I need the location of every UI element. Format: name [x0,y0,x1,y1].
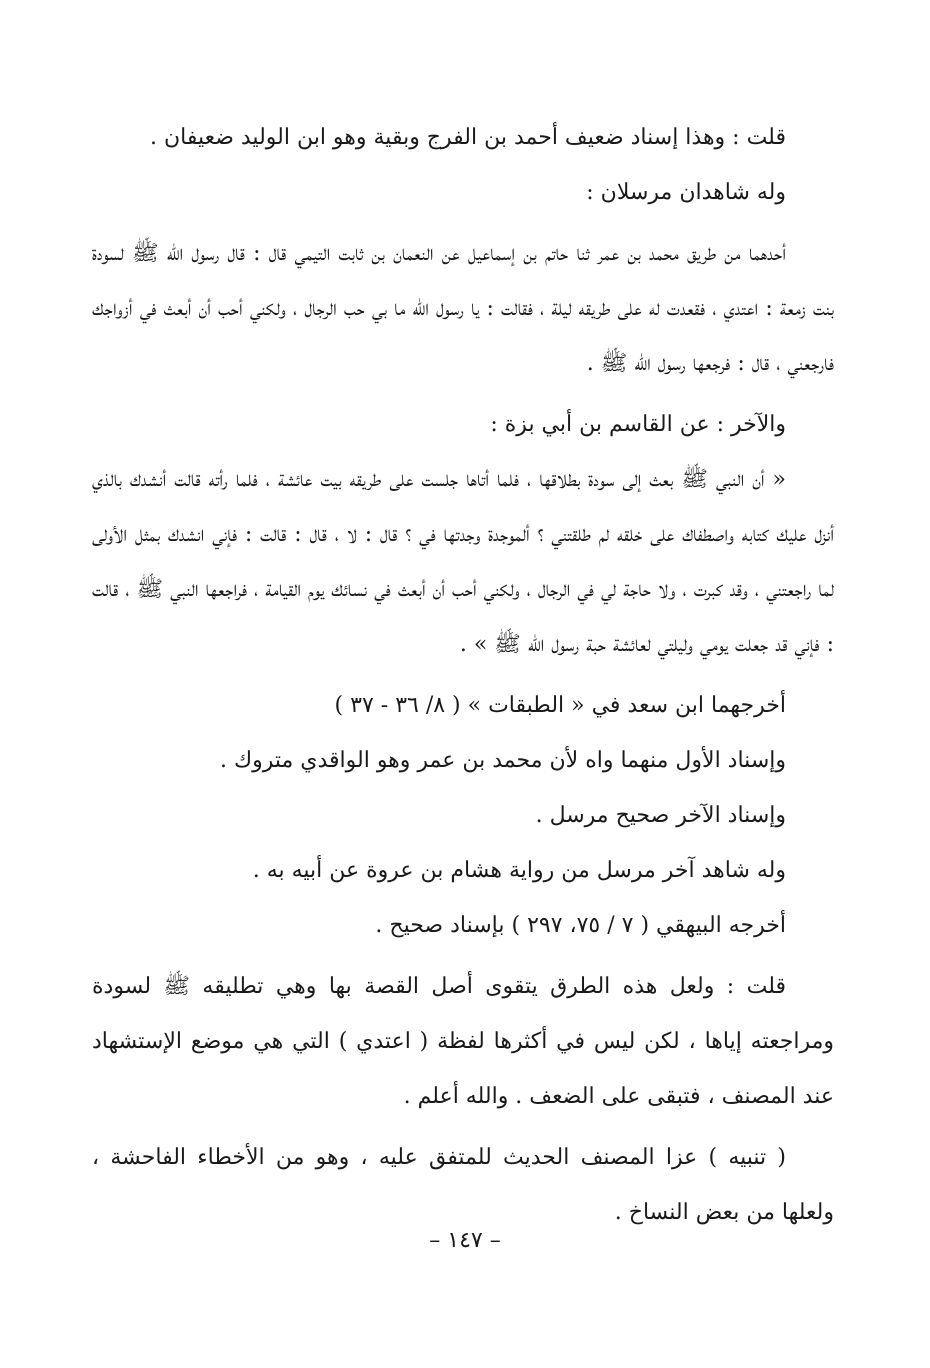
paragraph-verdict: قلت : وهذا إسناد ضعيف أحمد بن الفرج وبقية وهو ابن الوليد ضعيفان . [149,125,786,150]
note-line: وله شاهد آخر مرسل من رواية هشام بن عروة عن أبيه به . [252,858,786,883]
note-line: أخرجهما ابن سعد في « الطبقات » ( ٨/ ٣٦ - ٣٧ ) [334,693,786,718]
paragraph-notice: ( تنبيه ) عزا المصنف الحديث للمتفق عليه ، وهو من الأخطاء الفاحشة ، ولعلها من بعض النساخ . [92,1145,834,1225]
paragraph-hadith-quote: « أن النبي ﷺ بعث إلى سودة بطلاقها ، فلما أتاها جلست على طريقه بيت عائشة ، فلما رأته قالت أنشدك بالذي أنزل عليك كتابه واصطفاك على خلقه لم طلقتني ؟ ألموجدة وجدتها في ؟ قال : لا ، قال : قالت : فإني انشدك بمثل الأولى لما راجعتني ، وقد كبرت ، ولا حاجة لي في الرجال ، ولكني أحب أن أبعث في نسائك يوم القيامة ، فراجعها النبي ﷺ ، قالت : فإني قد جعلت يومي وليلتي لعائشة حبة رسول الله ﷺ » . [92,467,834,657]
note-line: وإسناد الآخر صحيح مرسل . [535,803,786,828]
note-line: أخرجه البيهقي ( ٧ / ٧٥، ٢٩٧ ) بإسناد صحيح . [375,913,786,938]
paragraph-second-witness-intro: والآخر : عن القاسم بن أبي بزة : [490,412,786,437]
paragraph-conclusion: قلت : ولعل هذه الطرق يتقوى أصل القصة بها وهي تطليقه ﷺ لسودة ومراجعته إياها ، لكن ليس في أكثرها لفظة ( اعتدي ) التي هي موضع الإستشهاد عند المصنف ، فتبقى على الضعف . والله أعلم . [92,974,834,1109]
note-line: وإسناد الأول منهما واه لأن محمد بن عمر وهو الواقدي متروك . [219,748,786,773]
page-number: – ١٤٧ – [429,1228,501,1253]
takhrij-notes [92,678,834,953]
paragraph-witnesses-intro: وله شاهدان مرسلان : [586,180,786,205]
paragraph-first-witness: أحدهما من طريق محمد بن عمر ثنا حاتم بن إسماعيل عن النعمان بن ثابت التيمي قال : قال رسول الله ﷺ لسودة بنت زمعة : اعتدي ، فقعدت له على طريقه ليلة ، فقالت : يا رسول الله ما بي حب الرجال ، ولكني أحب أن أبعث في أزواجك فارجعني ، قال : فرجعها رسول الله ﷺ . [92,241,834,376]
text-block [92,110,834,1240]
